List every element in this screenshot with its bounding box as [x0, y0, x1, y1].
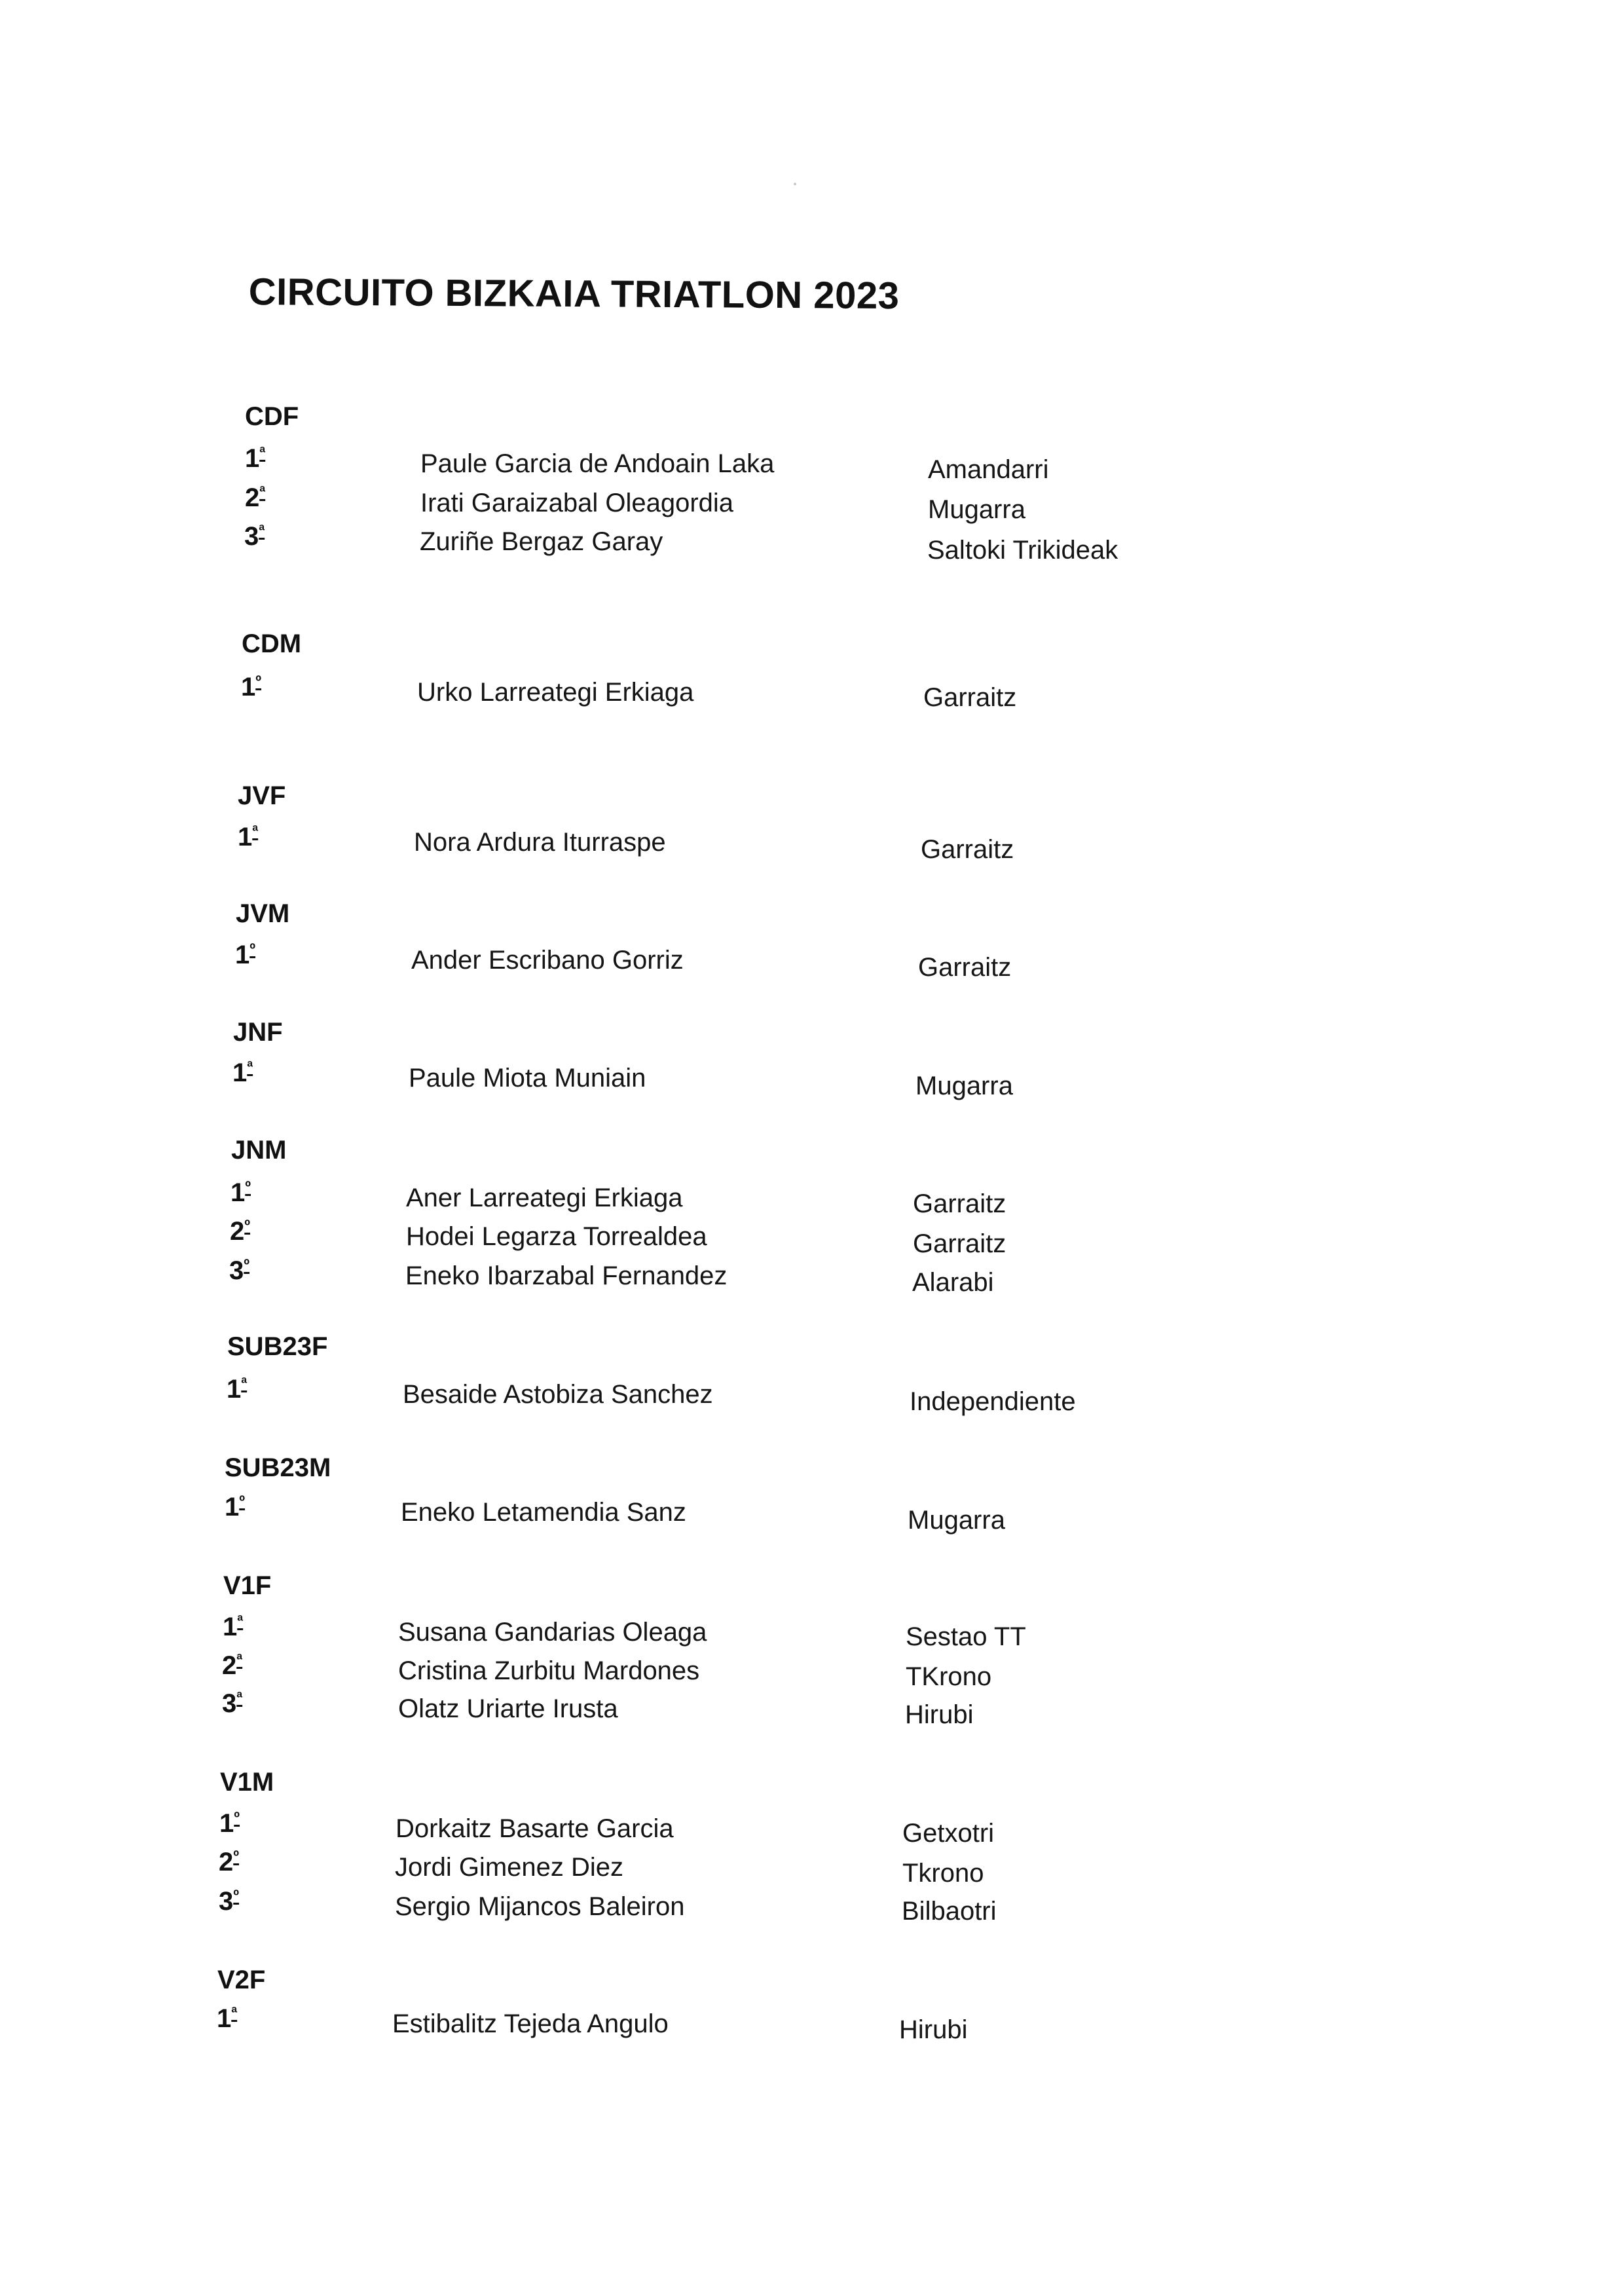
position-label [235, 941, 255, 970]
position-number: 2 [222, 1651, 237, 1680]
position-number: 1 [235, 941, 250, 969]
athlete-name: Nora Ardura Iturraspe [414, 828, 666, 857]
club-name: Hirubi [899, 2015, 968, 2044]
athlete-name: Aner Larreategi Erkiaga [406, 1184, 683, 1212]
ordinal-suffix: ª [259, 522, 265, 540]
position-number: 1 [225, 1493, 240, 1521]
club-name: Garraitz [913, 1229, 1006, 1258]
category-heading: JNF [233, 1018, 283, 1047]
category-heading: JNM [231, 1136, 287, 1165]
position-label [219, 1809, 240, 1838]
athlete-name: Urko Larreategi Erkiaga [417, 678, 694, 707]
position-label [222, 1651, 242, 1681]
athlete-name: Irati Garaizabal Oleagordia [420, 489, 734, 517]
position-label [245, 483, 265, 513]
athlete-name: Cristina Zurbitu Mardones [398, 1656, 700, 1685]
position-label [225, 1493, 245, 1522]
category-heading: V1M [220, 1768, 274, 1797]
athlete-name: Estibalitz Tejeda Angulo [392, 2009, 669, 2038]
position-label [222, 1689, 242, 1719]
club-name: Garraitz [913, 1189, 1006, 1218]
category-heading: V1F [223, 1571, 272, 1600]
category-heading: V2F [217, 1966, 266, 1994]
position-number: 1 [245, 444, 260, 473]
athlete-name: Paule Garcia de Andoain Laka [420, 449, 775, 478]
ordinal-suffix: ª [236, 1651, 243, 1669]
ordinal-suffix: ª [259, 483, 266, 501]
club-name: Garraitz [918, 953, 1012, 982]
athlete-name: Zuriñe Bergaz Garay [420, 527, 663, 556]
club-name: Mugarra [908, 1506, 1005, 1535]
ordinal-suffix: º [244, 1217, 251, 1235]
club-name: Garraitz [921, 835, 1014, 864]
athlete-name: Besaide Astobiza Sanchez [403, 1380, 713, 1409]
athlete-name: Susana Gandarias Oleaga [398, 1618, 707, 1647]
club-name: Mugarra [915, 1072, 1013, 1100]
position-number: 1 [223, 1613, 238, 1641]
ordinal-suffix: º [244, 1256, 250, 1274]
position-label [217, 2004, 237, 2034]
ordinal-suffix: º [234, 1809, 240, 1827]
club-name: Getxotri [902, 1819, 995, 1848]
athlete-name: Paule Miota Muniain [409, 1064, 646, 1092]
athlete-name: Dorkaitz Basarte Garcia [396, 1814, 674, 1843]
position-label [245, 444, 265, 474]
athlete-name: Olatz Uriarte Irusta [398, 1694, 618, 1723]
ordinal-suffix: ª [247, 1058, 253, 1076]
club-name: Alarabi [912, 1268, 994, 1297]
athlete-name: Jordi Gimenez Diez [395, 1853, 624, 1882]
club-name: Sestao TT [906, 1622, 1026, 1651]
position-number: 1 [232, 1058, 248, 1087]
ordinal-suffix: ª [259, 444, 266, 462]
position-label [241, 673, 261, 702]
athlete-name: Hodei Legarza Torrealdea [406, 1222, 707, 1251]
club-name: Mugarra [928, 495, 1025, 524]
club-name: Hirubi [905, 1700, 974, 1729]
club-name: Amandarri [928, 455, 1049, 484]
position-number: 2 [219, 1848, 234, 1876]
club-name: Tkrono [902, 1859, 984, 1888]
club-name: Garraitz [923, 683, 1017, 712]
position-label [229, 1256, 249, 1286]
position-label [219, 1887, 239, 1916]
position-number: 3 [219, 1887, 234, 1916]
position-label [227, 1375, 247, 1404]
position-number: 1 [241, 673, 256, 701]
position-number: 2 [245, 483, 260, 512]
position-label [244, 522, 265, 551]
ordinal-suffix: º [255, 673, 262, 690]
ordinal-suffix: º [233, 1848, 240, 1865]
category-heading: SUB23M [225, 1453, 331, 1482]
ordinal-suffix: ª [231, 2004, 238, 2022]
document-title: CIRCUITO BIZKAIA TRIATLON 2023 [248, 270, 900, 318]
ordinal-suffix: º [233, 1887, 240, 1905]
category-heading: CDF [245, 402, 299, 431]
scan-speck [794, 183, 796, 185]
club-name: Saltoki Trikideak [927, 536, 1118, 565]
ordinal-suffix: º [245, 1178, 251, 1196]
position-label [238, 823, 258, 852]
position-number: 3 [222, 1689, 237, 1718]
club-name: Independiente [910, 1387, 1076, 1416]
ordinal-suffix: º [249, 941, 256, 958]
athlete-name: Eneko Ibarzabal Fernandez [405, 1261, 728, 1290]
position-number: 1 [238, 823, 253, 851]
position-number: 3 [244, 522, 259, 551]
ordinal-suffix: ª [241, 1375, 248, 1392]
category-heading: SUB23F [227, 1332, 328, 1361]
athlete-name: Ander Escribano Gorriz [411, 946, 684, 975]
position-label [231, 1178, 251, 1208]
position-number: 1 [227, 1375, 242, 1404]
ordinal-suffix: ª [252, 823, 259, 840]
athlete-name: Eneko Letamendia Sanz [401, 1498, 686, 1527]
position-label [219, 1848, 239, 1877]
position-number: 3 [229, 1256, 244, 1285]
ordinal-suffix: ª [236, 1689, 243, 1707]
position-label [223, 1613, 243, 1642]
category-heading: JVF [238, 781, 286, 810]
position-number: 1 [219, 1809, 234, 1838]
ordinal-suffix: º [239, 1493, 246, 1510]
position-label [232, 1058, 253, 1088]
ordinal-suffix: ª [237, 1613, 244, 1630]
category-heading: JVM [236, 899, 290, 928]
club-name: TKrono [906, 1662, 992, 1691]
position-label [230, 1217, 250, 1246]
position-number: 1 [231, 1178, 246, 1207]
position-number: 2 [230, 1217, 245, 1246]
position-number: 1 [217, 2004, 232, 2033]
club-name: Bilbaotri [902, 1897, 997, 1926]
category-heading: CDM [242, 629, 302, 658]
athlete-name: Sergio Mijancos Baleiron [395, 1892, 685, 1921]
